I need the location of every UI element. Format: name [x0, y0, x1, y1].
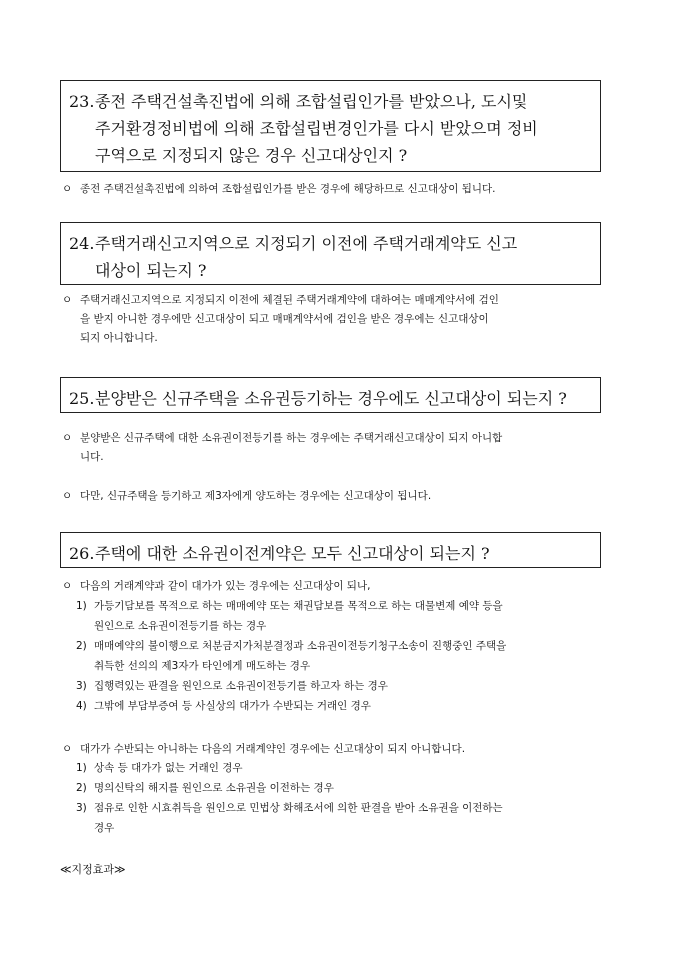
list-item: [76, 638, 506, 653]
answer-line: 분양받은 신규주택에 대한 소유권이전등기를 하는 경우에는 주택거래신고대상이 되지 아니합: [80, 432, 503, 444]
item-number: 3): [76, 680, 87, 692]
answer-line: 되지 아니합니다.: [80, 332, 158, 344]
bullet-marker: ㅇ: [62, 743, 73, 755]
question-line: 구역으로 지정되지 않은 경우 신고대상인지 ?: [95, 146, 408, 165]
bullet-marker: ㅇ: [62, 294, 73, 306]
question-line: [69, 386, 567, 409]
list-item-continuation: 경우: [94, 822, 115, 834]
question-text: 종전 주택건설촉진법에 의해 조합설립인가를 받았으나, 도시및: [95, 92, 528, 111]
item-text: 명의신탁의 해지를 원인으로 소유권을 이전하는 경우: [94, 782, 334, 794]
question-text: 주택에 대한 소유권이전계약은 모두 신고대상이 되는지 ?: [95, 544, 490, 563]
answer-line: 다만, 신규주택을 등기하고 제3자에게 양도하는 경우에는 신고대상이 됩니다.: [80, 490, 432, 502]
question-line: 주거환경정비법에 의해 조합설립변경인가를 다시 받았으며 정비: [95, 119, 538, 138]
question-line: [69, 89, 527, 112]
answer-line: 종전 주택건설촉진법에 의하여 조합설립인가를 받은 경우에 해당하므로 신고대상이 됩니다.: [80, 183, 496, 195]
question-box-25: [60, 377, 601, 413]
item-number: 1): [76, 600, 87, 612]
question-line: [69, 541, 490, 564]
question-text: 주택거래신고지역으로 지정되기 이전에 주택거래계약도 신고: [95, 234, 518, 253]
question-line: 대상이 되는지 ?: [95, 261, 207, 280]
answer-intro: 대가가 수반되는 아니하는 다음의 거래계약인 경우에는 신고대상이 되지 아니합니다.: [80, 743, 466, 755]
item-number: 1): [76, 762, 87, 774]
bullet-marker: ㅇ: [62, 580, 73, 592]
item-text: 점유로 인한 시효취득을 원인으로 민법상 화해조서에 의한 판결을 받아 소유권을 이전하는: [94, 802, 503, 814]
bullet-marker: ㅇ: [62, 183, 73, 195]
item-text: 집행력있는 판결을 원인으로 소유권이전등기를 하고자 하는 경우: [94, 680, 388, 692]
item-number: 2): [76, 782, 87, 794]
list-item-continuation: 취득한 선의의 제3자가 타인에게 매도하는 경우: [94, 660, 311, 672]
question-number: 24.: [69, 234, 95, 253]
item-text: 상속 등 대가가 없는 거래인 경우: [94, 762, 243, 774]
item-text: 매매예약의 불이행으로 처분금지가처분결정과 소유권이전등기청구소송이 진행중인 주택을: [94, 640, 507, 652]
bullet-marker: ㅇ: [62, 490, 73, 502]
item-number: 2): [76, 640, 87, 652]
question-number: 25.: [69, 389, 95, 408]
question-line: [69, 231, 517, 254]
item-number: 4): [76, 700, 87, 712]
item-text: 가등기담보를 목적으로 하는 매매예약 또는 채권담보를 목적으로 하는 대물변제 예약 등을: [94, 600, 503, 612]
bullet-marker: ㅇ: [62, 432, 73, 444]
list-item: [76, 760, 243, 775]
question-number: 23.: [69, 92, 95, 111]
item-text: 그밖에 부담부증여 등 사실상의 대가가 수반되는 거래인 경우: [94, 700, 371, 712]
question-number: 26.: [69, 544, 95, 563]
answer-line: 니다.: [80, 451, 104, 463]
list-item: [76, 678, 388, 693]
list-item-continuation: 원인으로 소유권이전등기를 하는 경우: [94, 620, 267, 632]
answer-intro: 다음의 거래계약과 같이 대가가 있는 경우에는 신고대상이 되나,: [80, 580, 371, 592]
list-item: [76, 598, 503, 613]
list-item: [76, 800, 503, 815]
section-heading: ≪지정효과≫: [60, 863, 126, 876]
answer-line: 을 받지 아니한 경우에만 신고대상이 되고 매매계약서에 검인을 받은 경우에는 신고대상이: [80, 313, 489, 325]
list-item: [76, 698, 371, 713]
answer-line: 주택거래신고지역으로 지정되지 이전에 체결된 주택거래계약에 대하여는 매매계약서에 검인: [80, 294, 499, 306]
question-box-24: [60, 222, 601, 285]
question-box-26: [60, 532, 601, 568]
question-box-23: [60, 80, 601, 172]
item-number: 3): [76, 802, 87, 814]
list-item: [76, 780, 334, 795]
question-text: 분양받은 신규주택을 소유권등기하는 경우에도 신고대상이 되는지 ?: [95, 389, 567, 408]
